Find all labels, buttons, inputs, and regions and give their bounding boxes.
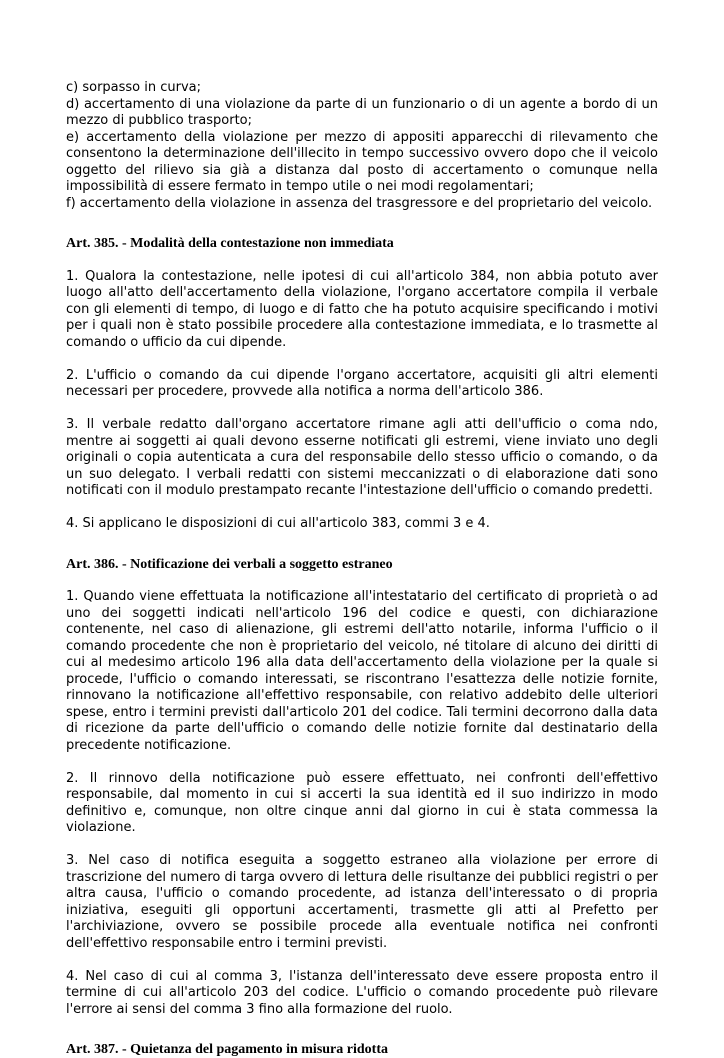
article-385-comma-1: 1. Qualora la contestazione, nelle ipotesi di cui all'articolo 384, non abbia potuto aver luogo all'atto dell'accertamento della violazione, l'organo accertatore compila il verbale con gli elementi di tempo, di luogo e di fatto che ha potuto acquisire specificando i motivi per i quali non è stato possibile procedere alla contestazione immediata, e lo trasmette al comando o ufficio da cui dipende.: [66, 268, 658, 350]
list-item-c: c) sorpasso in curva;: [66, 80, 202, 95]
article-385-comma-4: 4. Si applicano le disposizioni di cui all'articolo 383, commi 3 e 4.: [66, 516, 490, 531]
article-386-heading: Art. 386. - Notificazione dei verbali a soggetto estraneo: [66, 556, 393, 572]
list-item-d: d) accertamento di una violazione da parte di un funzionario o di un agente a bordo di un mezzo di pubblico trasporto;: [66, 96, 658, 128]
article-386-comma-3: 3. Nel caso di notifica eseguita a soggetto estraneo alla violazione per errore di trascrizione del numero di targa ovvero di lettura delle risultanze dei pubblici registri o per altra causa, l'ufficio o comando procedente, ad istanza dell'interessato o di propria iniziativa, eseguiti gli opportuni accertamenti, trasmette gli atti al Prefetto per l'archiviazione, ovvero se possibile procede alla eventuale notifica nei confronti dell'effettivo responsabile entro i termini previsti.: [66, 853, 658, 951]
list-item-e: e) accertamento della violazione per mezzo di appositi apparecchi di rilevamento che consentono la determinazione dell'illecito in tempo successivo ovvero dopo che il veicolo oggetto del rilievo sia già a distanza dal posto di accertamento o comunque nella impossibilità di essere fermato in tempo utile o nei modi regolamentari;: [66, 129, 658, 194]
list-item-f: f) accertamento della violazione in assenza del trasgressore e del proprietario del veicolo.: [66, 195, 653, 211]
article-385-heading: Art. 385. - Modalità della contestazione non immediata: [66, 236, 394, 251]
article-385-comma-3: 3. Il verbale redatto dall'organo accertatore rimane agli atti dell'ufficio o coma ndo, mentre ai soggetti ai quali devono esserne notificati gli estremi, viene inviato uno degli originali o copia autenticata a cura del responsabile dello stesso ufficio o comando, o da un suo delegato. I verbali redatti con sistemi meccanizzati o di elaborazione dati sono notificati con il modulo prestampato recante l'intestazione dell'ufficio o comando predetti.: [66, 417, 658, 498]
article-386-comma-4: 4. Nel caso di cui al comma 3, l'istanza dell'interessato deve essere proposta entro il termine di cui all'articolo 203 del codice. L'ufficio o comando procedente può rilevare l'errore ai sensi del comma 3 fino alla formazione del ruolo.: [66, 968, 658, 1017]
article-385-comma-2: 2. L'ufficio o comando da cui dipende l'organo accertatore, acquisiti gli altri elementi necessari per procedere, provvede alla notifica a norma dell'articolo 386.: [66, 367, 658, 399]
article-386-comma-1: 1. Quando viene effettuata la notificazione all'intestatario del certificato di proprietà o ad uno dei soggetti indicati nell'articolo 196 del codice e questi, con dichiarazione contenente, nel caso di alienazione, gli estremi dell'atto notarile, informa l'ufficio o il comando procedente che non è proprietario del veicolo, né titolare di alcuno dei diritti di cui al medesimo articolo 196 alla data dell'accertamento della violazione per la quale si procede, l'ufficio o comando interessati, se riscontrano l'esattezza delle notizie fornite, rinnovano la notificazione all'effettivo responsabile, con relativo addebito delle ulteriori spese, entro i termini previsti dall'articolo 201 del codice. Tali termini decorrono dalla data di ricezione da parte dell'ufficio o comando delle notizie fornite dal destinatario della precedente notificazione.: [66, 589, 658, 753]
article-387-heading: Art. 387. - Quietanza del pagamento in misura ridotta: [66, 1042, 388, 1057]
article-386-comma-2: 2. Il rinnovo della notificazione può essere effettuato, nei confronti dell'effettivo responsabile, dal momento in cui si accerti la sua identità ed il suo indirizzo in modo definitivo e, comunque, non oltre cinque anni dal giorno in cui è stata commessa la violazione.: [66, 770, 658, 835]
